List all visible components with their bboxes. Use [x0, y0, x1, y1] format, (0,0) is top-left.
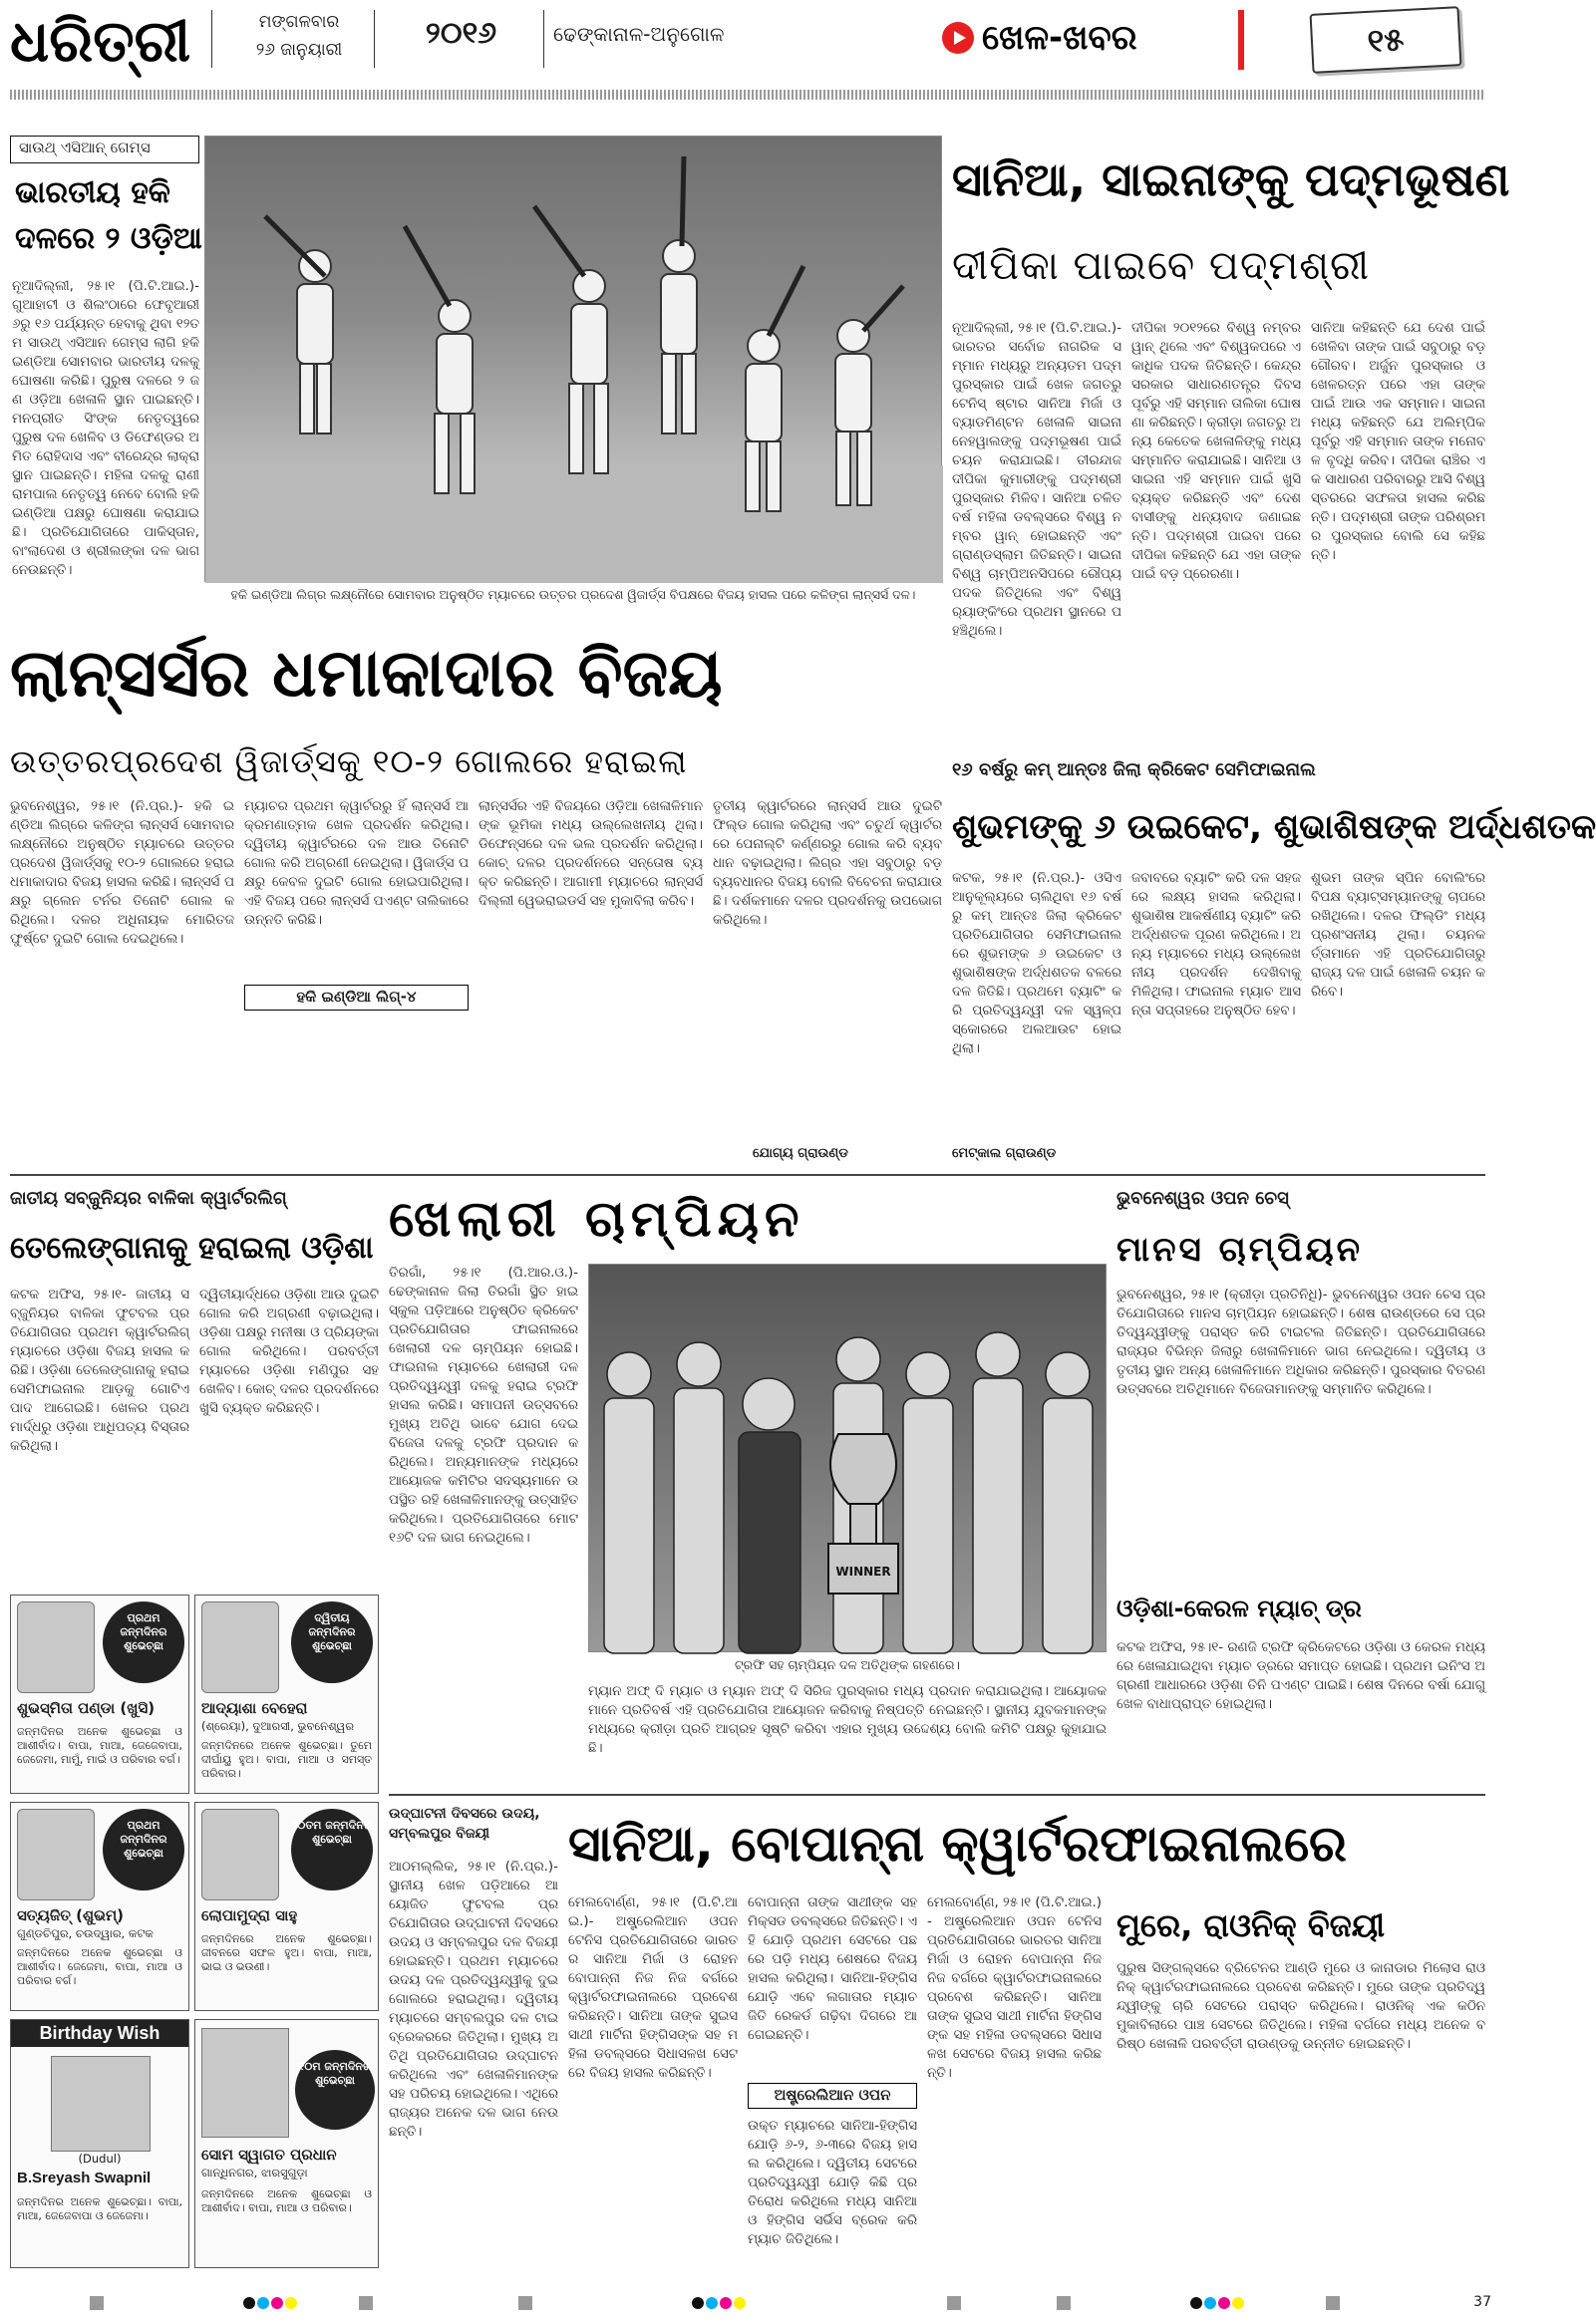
ad-address: ଗାନ୍ଧିନଗର, ଝାରସୁଗୁଡ଼ା [201, 2166, 308, 2179]
champion-body-bottom: ମ୍ୟାନ ଅଫ୍ ଦି ମ୍ୟାଚ ଓ ମ୍ୟାନ ଅଫ୍ ଦି ସିରିଜ ପୁରସ୍କାର ମଧ୍ୟ ପ୍ରଦାନ କରାଯାଇଥିଲା। ଆୟୋଜକମାନେ ପ୍ରତିବର୍ଷ ଏହି ପ୍ରତିଯୋଗିତା ଆୟୋଜନ କରିବାକୁ ନିଷ୍ପତ୍ତି ନେଇଛନ୍ତି। ସ୍ଥାନୀୟ ଯୁବକମାନଙ୍କ ମଧ୍ୟରେ କ୍ରୀଡ଼ା ପ୍ରତି ଆଗ୍ରହ ସୃଷ୍ଟି କରିବା ଏହାର ମୁଖ୍ୟ ଉଦ୍ଦେଶ୍ୟ ବୋଲି କମିଟି ପକ୍ଷରୁ କୁହାଯାଇଛି। [588, 1684, 1107, 1756]
padma-body-col2: ଦୀପିକା ୨୦୧୨ରେ ବିଶ୍ୱ ନମ୍ବର ୱାନ୍ ଥିଲେ ଏବଂ ବିଶ୍ୱକପରେ ଏକାଧିକ ପଦକ ଜିତିଛନ୍ତି। କେନ୍ଦ୍ର ସରକାର ସାଧାରଣତନ୍ତ୍ର ଦିବସ ପୂର୍ବରୁ ଏହି ସମ୍ମାନ ତାଲିକା ଘୋଷଣା କରିଛନ୍ତି। କ୍ରୀଡ଼ା ଜଗତରୁ ଅନ୍ୟ କେତେକ ଖେଳାଳିଙ୍କୁ ମଧ୍ୟ ସମ୍ମାନିତ କରାଯାଇଛି। ସାନିଆ ଓ ସାଇନା ଏହି ସମ୍ମାନ ପାଇଁ ଖୁସି ବ୍ୟକ୍ତ କରିଛନ୍ତି ଏବଂ ଦେଶବାସୀଙ୍କୁ ଧନ୍ୟବାଦ ଜଣାଇଛନ୍ତି। ପଦ୍ମଶ୍ରୀ ପାଇବା ପରେ ଦୀପିକା କହିଛନ୍ତି ଯେ ଏହା ତାଙ୍କ ପାଇଁ ବଡ଼ ପ୍ରେରଣା। [1131, 321, 1301, 582]
sania-body-col1: ମେଲବୋର୍ଣ୍ଣ, ୨୫।୧ (ପି.ଟି.ଆଇ.)- ଅଷ୍ଟ୍ରେଲିଆନ ଓପନ ଟେନିସ ପ୍ରତିଯୋଗିତାରେ ଭାରତର ସାନିଆ ମିର୍ଜା ଓ ରୋହନ ବୋପାନ୍ନା ନିଜ ନିଜ ବର୍ଗରେ କ୍ୱାର୍ଟରଫାଇନାଲରେ ପ୍ରବେଶ କରିଛନ୍ତି। ସାନିଆ ତାଙ୍କ ସୁଇସ ସାଥୀ ମାର୍ଟିନା ହିଙ୍ଗିସଙ୍କ ସହ ମହିଳା ଡବଲ୍ସରେ ସିଧାସଳଖ ସେଟରେ ବିଜୟ ହାସଲ କରିଛନ୍ତି। [568, 1895, 738, 2081]
page-number: ୧୫ [1366, 20, 1406, 60]
section-play-icon [942, 22, 974, 54]
champion-body: ତିରଗାଁ, ୨୫।୧ (ପି.ଆର.ଓ.)- ଢେଙ୍କାନାଳ ଜିଲା ତିରଗାଁ ସ୍ଥିତ ହାଇସ୍କୁଲ ପଡ଼ିଆରେ ଅନୁଷ୍ଠିତ କ୍ରିକେଟ ପ୍ରତିଯୋଗିତାର ଫାଇନାଲରେ ଖେଲାରୀ ଦଳ ଚାମ୍ପିୟନ ହୋଇଛି। ଫାଇନାଲ ମ୍ୟାଚରେ ଖେଲାରୀ ଦଳ ପ୍ରତିଦ୍ୱନ୍ଦ୍ୱୀ ଦଳକୁ ହରାଇ ଟ୍ରଫି ହାସଲ କରିଛି। ସମାପନୀ ଉତ୍ସବରେ ମୁଖ୍ୟ ଅତିଥି ଭାବେ ଯୋଗ ଦେଇ ବିଜେତା ଦଳକୁ ଟ୍ରଫି ପ୍ରଦାନ କରିଥିଲେ। ଅନ୍ୟମାନଙ୍କ ମଧ୍ୟରେ ଆୟୋଜକ କମିଟିର ସଦସ୍ୟମାନେ ଉପସ୍ଥିତ ରହି ଖେଳାଳିମାନଙ୍କୁ ଉତ୍ସାହିତ କରିଥିଲେ। ପ୍ରତିଯୋଗିତାରେ ମୋଟ ୧୬ଟି ଦଳ ଭାଗ ନେଇଥିଲେ। [389, 1266, 578, 1546]
child-photo [51, 2056, 151, 2152]
birthday-badge: ୧୦ମ ଜନ୍ମଦିନର ଶୁଭେଚ୍ଛା [295, 2050, 375, 2130]
chess-kicker: ଭୁବନେଶ୍ୱର ଓପନ ଚେସ୍ [1117, 1188, 1289, 1209]
color-registration-marks [0, 2286, 1495, 2320]
birthday-ad [10, 1802, 189, 2011]
birthday-ad [194, 2019, 379, 2268]
ad-name: ସତ୍ୟଜିତ୍ (ଶୁଭମ୍) [17, 1906, 125, 1924]
child-photo [201, 1809, 279, 1900]
champion-team-photo [588, 1264, 1107, 1652]
girls-body-col1: କଟକ ଅଫିସ, ୨୫।୧- ଜାତୀୟ ସବ୍‌ଜୁନିୟର ବାଳିକା ଫୁଟବଲ ପ୍ରତିଯୋଗିତାର ପ୍ରଥମ କ୍ୱାର୍ଟରଲିଗ୍ ମ୍ୟାଚରେ ଓଡ଼ିଶା ବିଜୟ ହାସଲ କରିଛି। ଓଡ଼ିଶା ତେଲେଙ୍ଗାନାକୁ ହରାଇ ସେମିଫାଇନାଲ ଆଡ଼କୁ ଗୋଟିଏ ପାଦ ଆଗେଇଛି। ଖେଳର ପ୍ରଥମାର୍ଦ୍ଧରୁ ଓଡ଼ିଶା ଆଧିପତ୍ୟ ବିସ୍ତାର କରିଥିଲା। [10, 1288, 189, 1454]
birthday-badge: ପ୍ରଥମ ଜନ୍ମଦିନର ଶୁଭେଚ୍ଛା [103, 1601, 184, 1683]
cricket-body-col2: ଜବାବରେ ବ୍ୟାଟିଂ କରି ଦଳ ସହଜରେ ଲକ୍ଷ୍ୟ ହାସଲ କରିଥିଲା। ଶୁଭାଶିଷ ଆକର୍ଷଣୀୟ ବ୍ୟାଟିଂ କରି ଅର୍ଦ୍ଧଶତକ ପୂରଣ କରିଥିଲେ। ଅନ୍ୟ ମ୍ୟାଚରେ ମଧ୍ୟ ଉଲ୍ଲେଖନୀୟ ପ୍ରଦର୍ଶନ ଦେଖିବାକୁ ମିଳିଥିଲା। ଫାଇନାଲ ମ୍ୟାଚ ଆସନ୍ତା ସପ୍ତାହରେ ଅନୁଷ୍ଠିତ ହେବ। [1131, 871, 1301, 1018]
child-photo [17, 1809, 95, 1900]
chess-body2: କଟକ ଅଫିସ, ୨୫।୧- ରଣଜି ଟ୍ରଫି କ୍ରିକେଟରେ ଓଡ଼ିଶା ଓ କେରଳ ମଧ୍ୟରେ ଖେଳାଯାଇଥିବା ମ୍ୟାଚ ଡ୍ରରେ ସମାପ୍ତ ହୋଇଛି। ପ୍ରଥମ ଇନିଂସ ଅଗ୍ରଣୀ ଆଧାରରେ ଓଡ଼ିଶା ତିନି ପଏଣ୍ଟ ପାଇଛି। ଶେଷ ଦିନରେ ବର୍ଷା ଯୋଗୁ ଖେଳ ବାଧାପ୍ରାପ୍ତ ହୋଇଥିଲା। [1117, 1640, 1485, 1712]
lancers-subhead: ଉତ୍ତରପ୍ରଦେଶ ୱିଜାର୍ଡ୍ସକୁ ୧୦-୨ ଗୋଲରେ ହରାଇଲା [10, 742, 688, 780]
cricket-headline: ଶୁଭମଙ୍କୁ ୬ ଉଇକେଟ, ଶୁଭାଶିଷଙ୍କ ଅର୍ଦ୍ଧଶତକ [952, 807, 1596, 847]
masthead-date: ୨୬ ଜାନୁୟାରୀ [255, 40, 343, 60]
birthday-badge: ପ୍ରଥମ ଜନ୍ମଦିନର ଶୁଭେଚ୍ଛା [103, 1809, 184, 1890]
section-divider [10, 1174, 1485, 1176]
section-divider [389, 1794, 1485, 1796]
ad-name: ଆଦ୍ୟାଶା ବେହେରା [201, 1699, 308, 1717]
masthead-divider [211, 10, 212, 68]
masthead-day: ମଙ୍ଗଳବାର [258, 12, 340, 32]
hil-subsection-label: ହକି ଇଣ୍ଡିଆ ଲିଗ୍-୪ [244, 985, 469, 1011]
chess-body: ଭୁବନେଶ୍ୱର, ୨୫।୧ (କ୍ରୀଡ଼ା ପ୍ରତିନିଧି)- ଭୁବନେଶ୍ୱର ଓପନ ଚେସ ପ୍ରତିଯୋଗିତାରେ ମାନସ ଚାମ୍ପିୟନ ହୋଇଛନ୍ତି। ଶେଷ ରାଉଣ୍ଡରେ ସେ ପ୍ରତିଦ୍ୱନ୍ଦ୍ୱୀଙ୍କୁ ପରାସ୍ତ କରି ଟାଇଟଲ ଜିତିଛନ୍ତି। ପ୍ରତିଯୋଗିତାରେ ରାଜ୍ୟର ବିଭିନ୍ନ ଜିଲାରୁ ଖେଳାଳିମାନେ ଭାଗ ନେଇଥିଲେ। ଦ୍ୱିତୀୟ ଓ ତୃତୀୟ ସ୍ଥାନ ଅନ୍ୟ ଖେଳାଳିମାନେ ଅଧିକାର କରିଛନ୍ତି। ପୁରସ୍କାର ବିତରଣ ଉତ୍ସବରେ ଅତିଥିମାନେ ବିଜେତାମାନଙ୍କୁ ସମ୍ମାନିତ କରିଥିଲେ। [1117, 1288, 1485, 1397]
murray-headline: ମୁରେ, ରାଓନିକ୍ ବିଜୟୀ [1117, 1906, 1386, 1944]
champion-photo-caption: ଟ୍ରଫି ସହ ଚାମ୍ପିୟନ ଦଳ ଅତିଥିଙ୍କ ଗହଣରେ। [734, 1657, 961, 1672]
girls-kicker: ଜାତୀୟ ସବ୍‌ଜୁନିୟର ବାଳିକା କ୍ୱାର୍ଟରଲିଗ୍ [10, 1188, 287, 1209]
child-photo [201, 2028, 289, 2138]
ad-wish: ଜନ୍ମଦିନରେ ଅନେକ ଶୁଭେଚ୍ଛା ଓ ଆଶୀର୍ବାଦ। ଜେଜେମା, ବାପା, ମାଆ ଓ ପରିବାର ବର୍ଗ। [17, 1946, 182, 1987]
ad-nickname: (Dudul) [78, 2152, 122, 2166]
birthday-badge: ଦ୍ୱିତୀୟ ଜନ୍ମଦିନର ଶୁଭେଚ୍ଛା [291, 1601, 373, 1683]
ad-name: ସୋମ ସ୍ୱାଗତ ପ୍ରଧାନ [201, 2146, 337, 2164]
lancers-headline: ଲାନ୍ସର୍ସର ଧମାକାଦାର ବିଜୟ [10, 635, 723, 712]
football-kicker: ଉଦ୍‌ଘାଟନୀ ଦିବସରେ ଉଦୟ, ସମ୍ବଲପୁର ବିଜୟୀ [389, 1806, 540, 1842]
folio-number: 37 [1473, 2294, 1491, 2310]
chess-headline: ମାନସ ଚାମ୍ପିୟନ [1117, 1230, 1364, 1270]
padma-body-col3: ସାନିଆ କହିଛନ୍ତି ଯେ ଦେଶ ପାଇଁ ଖେଳିବା ତାଙ୍କ ପାଇଁ ସବୁଠାରୁ ବଡ଼ ଗୌରବ। ଅର୍ଜୁନ ପୁରସ୍କାର ଓ ଖେଳରତ୍ନ ପରେ ଏହା ତାଙ୍କ ପାଇଁ ଆଉ ଏକ ସମ୍ମାନ। ସାଇନା ମଧ୍ୟ କହିଛନ୍ତି ଯେ ଅଲିମ୍ପିକ ପୂର୍ବରୁ ଏହି ସମ୍ମାନ ତାଙ୍କ ମନୋବଳ ବୃଦ୍ଧି କରିବ। ଦୀପିକା ରାଞ୍ଚିର ଏକ ସାଧାରଣ ପରିବାରରୁ ଆସି ବିଶ୍ୱ ସ୍ତରରେ ସଫଳତା ହାସଲ କରିଛନ୍ତି। ପଦ୍ମଶ୍ରୀ ତାଙ୍କ ପରିଶ୍ରମର ପୁରସ୍କାର ବୋଲି ସେ କହିଛନ୍ତି। [1311, 321, 1485, 563]
sania-body-col4: ମେଲବୋର୍ଣ୍ଣ, ୨୫।୧ (ପି.ଟି.ଆଇ.)- ଅଷ୍ଟ୍ରେଲିଆନ ଓପନ ଟେନିସ ପ୍ରତିଯୋଗିତାରେ ଭାରତର ସାନିଆ ମିର୍ଜା ଓ ରୋହନ ବୋପାନ୍ନା ନିଜ ନିଜ ବର୍ଗରେ କ୍ୱାର୍ଟରଫାଇନାଲରେ ପ୍ରବେଶ କରିଛନ୍ତି। ସାନିଆ ତାଙ୍କ ସୁଇସ ସାଥୀ ମାର୍ଟିନା ହିଙ୍ଗିସଙ୍କ ସହ ମହିଳା ଡବଲ୍ସରେ ସିଧାସଳଖ ସେଟରେ ବିଜୟ ହାସଲ କରିଛନ୍ତି। [927, 1895, 1102, 2081]
child-photo [201, 1601, 279, 1693]
masthead [0, 0, 1495, 108]
masthead-edition: ଢେଙ୍କାନାଳ-ଅନୁଗୋଳ [553, 22, 725, 46]
hockey-headline-line1: ଭାରତୀୟ ହକି [15, 175, 170, 210]
girls-body-col2: ଦ୍ୱିତୀୟାର୍ଦ୍ଧରେ ଓଡ଼ିଶା ଆଉ ଦୁଇଟି ଗୋଲ କରି ଅଗ୍ରଣୀ ବଢ଼ାଇଥିଲା। ଓଡ଼ିଶା ପକ୍ଷରୁ ମନୀଷା ଓ ପ୍ରିୟଙ୍କା ଗୋଲ କରିଥିଲେ। ପରବର୍ତ୍ତୀ ମ୍ୟାଚରେ ଓଡ଼ିଶା ମଣିପୁର ସହ ଖେଳିବ। କୋଚ୍ ଦଳର ପ୍ରଦର୍ଶନରେ ଖୁସି ବ୍ୟକ୍ତ କରିଛନ୍ତି। [199, 1288, 379, 1416]
hockey-players-illustration [205, 137, 943, 583]
cricket-scorecard-label: ଯୋଗ୍ୟ ଗ୍ରାଉଣ୍ଡ [753, 1146, 848, 1161]
ad-name: ଶୁଭସ୍ମିତା ପଣ୍ଡା (ଖୁସି) [17, 1699, 156, 1717]
girls-headline: ତେଲେଙ୍ଗାନାକୁ ହରାଇଲା ଓଡ଼ିଶା [10, 1231, 374, 1266]
ad-wish: ଜନ୍ମଦିନର ଅନେକ ଶୁଭେଚ୍ଛା। ବାପା, ମାଆ, ଜେଜେବାପା ଓ ଜେଜେମା। [17, 2195, 182, 2222]
page-number-tab [1310, 6, 1462, 74]
chess-subhead2: ଓଡ଼ିଶା-କେରଳ ମ୍ୟାଚ୍ ଡ୍ର [1117, 1595, 1362, 1622]
ad-wish: ଜନ୍ମଦିନରେ ଅନେକ ଶୁଭେଚ୍ଛା। ଜୀବନରେ ସଫଳ ହୁଅ। ବାପା, ମାଆ, ଭାଇ ଓ ଭଉଣୀ। [201, 1932, 372, 1973]
lancers-body-col1: ଭୁବନେଶ୍ୱର, ୨୫।୧ (ନି.ପ୍ର.)- ହକି ଇଣ୍ଡିଆ ଲିଗ୍‌ରେ କଳିଙ୍ଗ ଲାନ୍ସର୍ସ ସୋମବାର ଲକ୍ଷ୍ନୌରେ ଅନୁଷ୍ଠିତ ମ୍ୟାଚରେ ଉତ୍ତରପ୍ରଦେଶ ୱିଜାର୍ଡ୍ସକୁ ୧୦-୨ ଗୋଲରେ ହରାଇ ଧମାକାଦାର ବିଜୟ ହାସଲ କରିଛି। ଲାନ୍ସର୍ସ ପକ୍ଷରୁ ଗ୍ଲେନ ଟର୍ନର ତିନୋଟି ଗୋଲ କରିଥିଲେ। ଦଳର ଅଧିନାୟକ ମୋରିତଜ ଫୁର୍ଷ୍ଟେ ଦୁଇଟି ଗୋଲ ଦେଇଥିଲେ। [10, 799, 234, 947]
sania-body-col2: ବୋପାନ୍ନା ତାଙ୍କ ସାଥୀଙ୍କ ସହ ମିକ୍ସଡ ଡବଲ୍ସରେ ଜିତିଛନ୍ତି। ଏହି ଯୋଡ଼ି ପ୍ରଥମ ସେଟରେ ପଛରେ ପଡ଼ି ମଧ୍ୟ ଶେଷରେ ବିଜୟ ହାସଲ କରିଥିଲା। ସାନିଆ-ହିଙ୍ଗିସ ଯୋଡ଼ି ଏବେ ଲଗାତାର ମ୍ୟାଚ ଜିତି ରେକର୍ଡ ଗଢ଼ିବା ଦିଗରେ ଆଗେଇଛନ୍ତି। [748, 1895, 917, 2043]
masthead-divider [374, 10, 375, 68]
masthead-rule [10, 90, 1485, 100]
print-registration-bar [0, 2286, 1495, 2320]
birthday-badge: ୨୦ତମ ଜନ୍ମଦିନର ଶୁଭେଚ୍ଛା [291, 1809, 373, 1890]
cricket-scorecard-label: ମେଟ୍‌କାଲ ଗ୍ରାଉଣ୍ଡ [952, 1146, 1057, 1161]
hockey-celebration-photo [204, 136, 942, 582]
ad-address: ଗୁଣ୍ଡଚିପୁର, ଚଉଦ୍ୱାର, କଟକ [17, 1926, 154, 1940]
masthead-year: ୨୦୧୬ [425, 16, 497, 51]
champion-headline: ଖେଲାରୀ ଚାମ୍ପିୟନ [389, 1190, 805, 1248]
ad-address: (ଶ୍ରେୟା), ଦୁଆରସୀ, ଭୁବନେଶ୍ୱର [201, 1719, 355, 1733]
hockey-headline-line2: ଦଳରେ ୨ ଓଡ଼ିଆ [15, 221, 202, 256]
lancers-body-col4: ତୃତୀୟ କ୍ୱାର୍ଟରରେ ଲାନ୍ସର୍ସ ଆଉ ଦୁଇଟି ଫିଲ୍ଡ ଗୋଲ କରିଥିଲା ଏବଂ ଚତୁର୍ଥ କ୍ୱାର୍ଟରରେ ପେନାଲ୍ଟି କର୍ଣ୍ଣରରୁ ଗୋଲ କରି ବ୍ୟବଧାନ ବଢ଼ାଇଥିଲା। ଲିଗ୍‌ର ଏହା ସବୁଠାରୁ ବଡ଼ ବ୍ୟବଧାନର ବିଜୟ ବୋଲି ବିବେଚନା କରାଯାଉଛି। ଦର୍ଶକମାନେ ଦଳର ପ୍ରଦର୍ଶନକୁ ଉପଭୋଗ କରିଥିଲେ। [713, 799, 942, 928]
trophy-plate-label: WINNER [835, 1565, 891, 1579]
padma-body-col1: ନୂଆଦିଲ୍ଲୀ, ୨୫।୧ (ପି.ଟି.ଆଇ.)- ଭାରତର ସର୍ବୋଚ୍ଚ ନାଗରିକ ସମ୍ମାନ ମଧ୍ୟରୁ ଅନ୍ୟତମ ପଦ୍ମ ପୁରସ୍କାର ପାଇଁ ଖେଳ ଜଗତରୁ ଟେନିସ୍ ଷ୍ଟାର ସାନିଆ ମିର୍ଜା ଓ ବ୍ୟାଡମିଣ୍ଟନ ଖେଳାଳି ସାଇନା ନେହୱାଲଙ୍କୁ ପଦ୍ମଭୂଷଣ ପାଇଁ ଚୟନ କରାଯାଇଛି। ତୀରନ୍ଦାଜ ଦୀପିକା କୁମାରୀଙ୍କୁ ପଦ୍ମଶ୍ରୀ ପୁରସ୍କାର ମିଳିବ। ସାନିଆ ଚଳିତ ବର୍ଷ ମହିଳା ଡବଲ୍ସରେ ବିଶ୍ୱ ନମ୍ବର ୱାନ୍ ହୋଇଛନ୍ତି ଏବଂ ଗ୍ରାଣ୍ଡସ୍ଲାମ ଜିତିଛନ୍ତି। ସାଇନା ବିଶ୍ୱ ଚାମ୍ପିଅନସିପରେ ରୌପ୍ୟ ପଦକ ଜିତିଥିଲେ ଏବଂ ବିଶ୍ୱ ର‌୍ୟାଙ୍କିଂରେ ପ୍ରଥମ ସ୍ଥାନରେ ପହଞ୍ଚିଥିଲେ। [952, 321, 1121, 639]
padma-headline: ସାନିଆ, ସାଇନାଙ୍କୁ ପଦ୍ମଭୂଷଣ [952, 152, 1510, 206]
cricket-body-col3: ଶୁଭମ ତାଙ୍କ ସ୍ପିନ ବୋଲିଂରେ ବିପକ୍ଷ ବ୍ୟାଟ୍ସମ୍ୟାନଙ୍କୁ ଚାପରେ ରଖିଥିଲେ। ଦଳର ଫିଲ୍ଡିଂ ମଧ୍ୟ ପ୍ରଶଂସନୀୟ ଥିଲା। ଚୟନକର୍ତ୍ତାମାନେ ଏହି ପ୍ରତିଯୋଗିତାରୁ ରାଜ୍ୟ ଦଳ ପାଇଁ ଖେଳାଳି ଚୟନ କରିବେ। [1311, 871, 1485, 1000]
section-accent-bar [1238, 10, 1244, 70]
football-body: ଆଠମଲ୍ଲିକ, ୨୫।୧ (ନି.ପ୍ର.)- ସ୍ଥାନୀୟ ଖେଳ ପଡ଼ିଆରେ ଆୟୋଜିତ ଫୁଟବଲ ପ୍ରତିଯୋଗିତାର ଉଦ୍‌ଘାଟନୀ ଦିବସରେ ଉଦୟ ଓ ସମ୍ବଲପୁର ଦଳ ବିଜୟୀ ହୋଇଛନ୍ତି। ପ୍ରଥମ ମ୍ୟାଚରେ ଉଦୟ ଦଳ ପ୍ରତିଦ୍ୱନ୍ଦ୍ୱୀକୁ ଦୁଇ ଗୋଲରେ ହରାଇଥିଲା। ଦ୍ୱିତୀୟ ମ୍ୟାଚରେ ସମ୍ବଲପୁର ଦଳ ଟାଇବ୍ରେକରରେ ଜିତିଥିଲା। ମୁଖ୍ୟ ଅତିଥି ପ୍ରତିଯୋଗିତାର ଉଦ୍‌ଘାଟନ କରିଥିଲେ ଏବଂ ଖେଳାଳିମାନଙ୍କ ସହ ପରିଚୟ ହୋଇଥିଲେ। ଏଥିରେ ରାଜ୍ୟର ଅନେକ ଦଳ ଭାଗ ନେଉଛନ୍ତି। [389, 1860, 558, 2140]
sania-body-col3: ଉକ୍ତ ମ୍ୟାଚରେ ସାନିଆ-ହିଙ୍ଗିସ ଯୋଡ଼ି ୬-୨, ୬-୩ରେ ବିଜୟ ହାସଲ କରିଥିଲେ। ଦ୍ୱିତୀୟ ସେଟରେ ପ୍ରତିଦ୍ୱନ୍ଦ୍ୱୀ ଯୋଡ଼ି କିଛି ପ୍ରତିରୋଧ କରିଥିଲେ ମଧ୍ୟ ସାନିଆ ଓ ହିଙ୍ଗିସ ସର୍ଭିସ ବ୍ରେକ କରି ମ୍ୟାଚ ଜିତିଥିଲେ। [748, 2119, 917, 2247]
hockey-kicker: ସାଉଥ୍ ଏସିଆନ୍ ଗେମ୍ସ [10, 136, 199, 163]
cricket-body-col1: କଟକ, ୨୫।୧ (ନି.ପ୍ର.)- ଓସିଏ ଆନୁକୂଲ୍ୟରେ ଚାଲିଥିବା ୧୬ ବର୍ଷରୁ କମ୍ ଆନ୍ତଃ ଜିଲା କ୍ରିକେଟ ପ୍ରତିଯୋଗିତାର ସେମିଫାଇନାଲରେ ଶୁଭମଙ୍କ ୬ ଉଇକେଟ ଓ ଶୁଭାଶିଷଙ୍କ ଅର୍ଦ୍ଧଶତକ ବଳରେ ଦଳ ଜିତିଛି। ପ୍ରଥମେ ବ୍ୟାଟିଂ କରି ପ୍ରତିଦ୍ୱନ୍ଦ୍ୱୀ ଦଳ ସ୍ୱଳ୍ପ ସ୍କୋରରେ ଅଲଆଉଟ ହୋଇଥିଲା। [952, 871, 1121, 1056]
ad-name: ଲୋପାମୁଦ୍ରା ସାହୁ [201, 1906, 298, 1924]
birthday-ad [194, 1802, 379, 2011]
birthday-ad [10, 1595, 189, 1794]
cricket-kicker: ୧୬ ବର୍ଷରୁ କମ୍ ଆନ୍ତଃ ଜିଲା କ୍ରିକେଟ ସେମିଫାଇନାଲ [952, 759, 1316, 780]
birthday-ad [194, 1595, 379, 1794]
masthead-divider [543, 10, 544, 68]
ad-wish: ଜନ୍ମଦିନରେ ଅନେକ ଶୁଭେଚ୍ଛା ଓ ଆଶୀର୍ବାଦ। ବାପା, ମାଆ ଓ ପରିବାର। [201, 2187, 372, 2214]
padma-subhead: ଦୀପିକା ପାଇବେ ପଦ୍ମଶ୍ରୀ [952, 243, 1371, 289]
murray-body: ପୁରୁଷ ସିଙ୍ଗଲ୍ସରେ ବ୍ରିଟେନର ଆଣ୍ଡି ମୁରେ ଓ କାନାଡାର ମିଲୋସ ରାଓନିକ୍ କ୍ୱାର୍ଟରଫାଇନାଲରେ ପ୍ରବେଶ କରିଛନ୍ତି। ମୁରେ ତାଙ୍କ ପ୍ରତିଦ୍ୱନ୍ଦ୍ୱୀଙ୍କୁ ଚାରି ସେଟରେ ପରାସ୍ତ କରିଥିଲେ। ରାଓନିକ୍ ଏକ କଠିନ ମୁକାବିଲାରେ ପାଞ୍ଚ ସେଟରେ ଜିତିଥିଲେ। ମହିଳା ବର୍ଗରେ ମଧ୍ୟ ଅନେକ ବରିଷ୍ଠ ଖେଳାଳି ପରବର୍ତ୍ତୀ ରାଉଣ୍ଡକୁ ଉନ୍ନୀତ ହୋଇଛନ୍ତି। [1117, 1961, 1485, 2052]
child-photo [17, 1601, 95, 1693]
birthday-wish-title: Birthday Wish [11, 2020, 188, 2047]
sania-headline: ସାନିଆ, ବୋପାନ୍ନା କ୍ୱାର୍ଟରଫାଇନାଲରେ [568, 1815, 1347, 1873]
birthday-ad-english [10, 2019, 189, 2268]
section-title: ଖେଳ-ଖବର [982, 18, 1137, 58]
ad-wish: ଜନ୍ମଦିନର ଅନେକ ଶୁଭେଚ୍ଛା ଓ ଆଶୀର୍ବାଦ। ବାପା, ମାଆ, ଜେଜେବାପା, ଜେଜେମା, ମାମୁଁ, ମାଇଁ ଓ ପରିବାର ବର୍ଗ। [17, 1725, 182, 1766]
ad-wish: ଜନ୍ମଦିନରେ ଅନେକ ଶୁଭେଚ୍ଛା। ତୁମେ ଦୀର୍ଘାୟୁ ହୁଅ। ବାପା, ମାଆ ଓ ସମସ୍ତ ପରିବାର। [201, 1739, 372, 1780]
hockey-photo-caption: ହକି ଇଣ୍ଡିଆ ଲିଗ୍‌ର ଲକ୍ଷ୍ନୌରେ ସୋମବାର ଅନୁଷ୍ଠିତ ମ୍ୟାଚରେ ଉତ୍ତର ପ୍ରଦେଶ ୱିଜାର୍ଡ୍ସ ବିପକ୍ଷରେ ବିଜୟ ହାସଲ ପରେ କଳିଙ୍ଗ ଲାନ୍ସର୍ସ ଦଳ। [230, 587, 916, 602]
team-with-trophy-illustration [589, 1265, 1108, 1653]
ad-name: B.Sreyash Swapnil [17, 2170, 152, 2186]
hockey-body: ନୂଆଦିଲ୍ଲୀ, ୨୫।୧ (ପି.ଟି.ଆଇ.)- ଗୁଆହାଟୀ ଓ ଶିଲଂଠାରେ ଫେବୃଆରୀ ୬ରୁ ୧୬ ପର୍ଯ୍ୟନ୍ତ ହେବାକୁ ଥିବା ୧୨ତମ ସାଉଥ୍ ଏସିଆନ ଗେମ୍ସ ଲାଗି ହକି ଇଣ୍ଡିଆ ସୋମବାର ଭାରତୀୟ ଦଳକୁ ଘୋଷଣା କରିଛି। ପୁରୁଷ ଦଳରେ ୨ ଜଣ ଓଡ଼ିଆ ଖେଳାଳି ସ୍ଥାନ ପାଇଛନ୍ତି। ମନପ୍ରୀତ ସିଂଙ୍କ ନେତୃତ୍ୱରେ ପୁରୁଷ ଦଳ ଖେଳିବ ଓ ଡିଫେଣ୍ଡର ଅମିତ ରୋହିଦାସ ଏବଂ ବୀରେନ୍ଦ୍ର ଲାକ୍ରା ସ୍ଥାନ ପାଇଛନ୍ତି। ମହିଳା ଦଳକୁ ରାଣୀ ରାମପାଲ ନେତୃତ୍ୱ ନେବେ ବୋଲି ହକି ଇଣ୍ଡିଆ ପକ୍ଷରୁ ଘୋଷଣା କରାଯାଇଛି। ପ୍ରତିଯୋଗିତାରେ ପାକିସ୍ତାନ, ବାଂଲାଦେଶ ଓ ଶ୍ରୀଲଙ୍କା ଦଳ ଭାଗ ନେଉଛନ୍ତି। [12, 279, 199, 578]
newspaper-logo: ଧରିତ୍ରୀ [10, 7, 191, 75]
australian-open-label: ଅଷ୍ଟ୍ରେଲିଆନ ଓପନ [748, 2083, 917, 2109]
lancers-body-col2: ମ୍ୟାଚର ପ୍ରଥମ କ୍ୱାର୍ଟରରୁ ହିଁ ଲାନ୍ସର୍ସ ଆକ୍ରମଣାତ୍ମକ ଖେଳ ପ୍ରଦର୍ଶନ କରିଥିଲା। ଦ୍ୱିତୀୟ କ୍ୱାର୍ଟରରେ ଦଳ ଆଉ ତିନୋଟି ଗୋଲ କରି ଅଗ୍ରଣୀ ନେଇଥିଲା। ୱିଜାର୍ଡ୍ସ ପକ୍ଷରୁ କେବଳ ଦୁଇଟି ଗୋଲ ହୋଇପାରିଥିଲା। ଏହି ବିଜୟ ପରେ ଲାନ୍ସର୍ସ ପଏଣ୍ଟ ତାଲିକାରେ ଉନ୍ନତି କରିଛି। [244, 799, 469, 928]
lancers-body-col3: ଲାନ୍ସର୍ସର ଏହି ବିଜୟରେ ଓଡ଼ିଆ ଖେଳାଳିମାନଙ୍କ ଭୂମିକା ମଧ୍ୟ ଉଲ୍ଲେଖନୀୟ ଥିଲା। ଡିଫେନ୍ସରେ ଦଳ ଭଲ ପ୍ରଦର୍ଶନ କରିଥିଲା। କୋଚ୍ ଦଳର ପ୍ରଦର୍ଶନରେ ସନ୍ତୋଷ ବ୍ୟକ୍ତ କରିଛନ୍ତି। ଆଗାମୀ ମ୍ୟାଚରେ ଲାନ୍ସର୍ସ ଦିଲ୍ଲୀ ୱେଭରାଇଡର୍ସ ସହ ମୁକାବିଲା କରିବ। [479, 799, 703, 909]
